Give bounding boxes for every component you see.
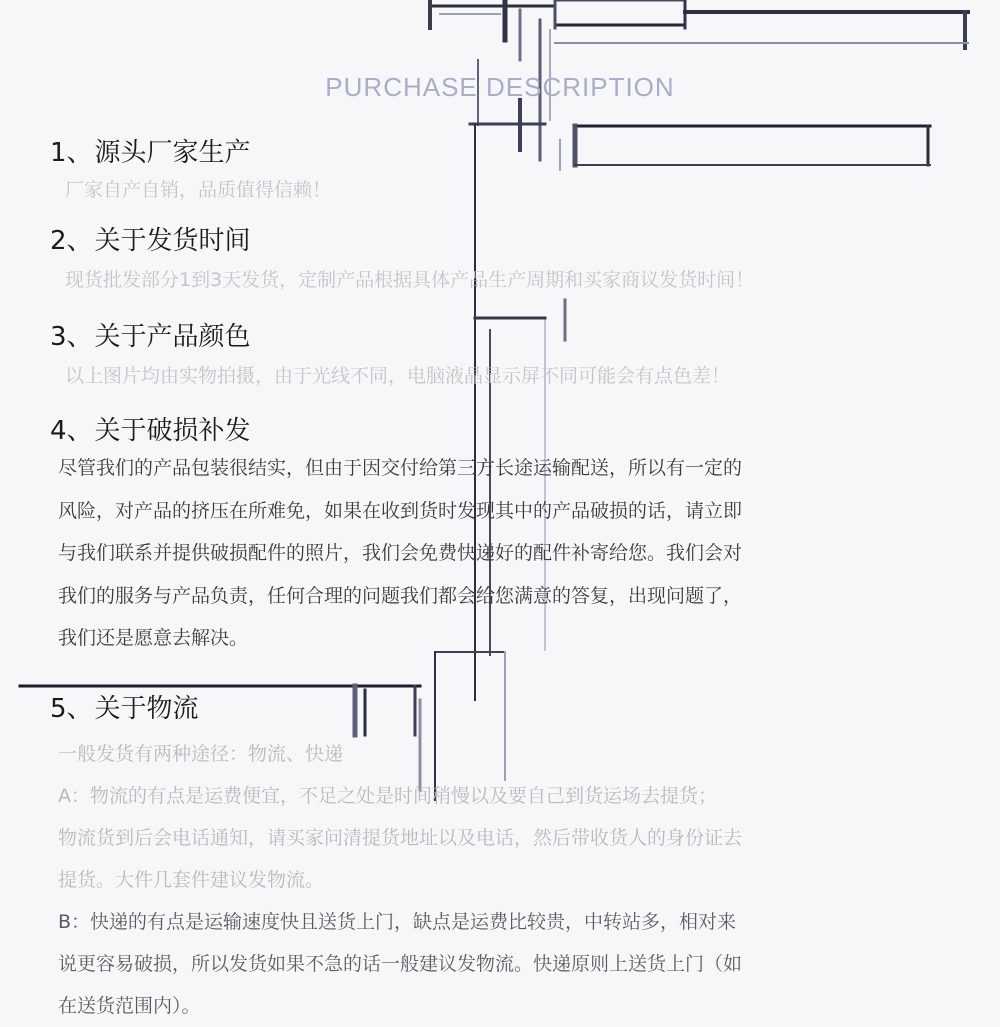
section-4-paragraph xyxy=(58,447,958,660)
section-title: 关于产品颜色 xyxy=(94,322,251,352)
section-number: 2、 xyxy=(50,226,93,256)
section-title: 关于破损补发 xyxy=(94,416,251,446)
paragraph-line: 说更容易破损，所以发货如果不急的话一般建议发物流。快递原则上送货上门（如 xyxy=(58,953,743,975)
paragraph-line: 与我们联系并提供破损配件的照片，我们会免费快递好的配件补寄给您。我们会对 xyxy=(58,542,743,564)
section-title: 源头厂家生产 xyxy=(94,138,251,168)
section-number: 5、 xyxy=(50,694,93,724)
section-2-text: 现货批发部分1到3天发货，定制产品根据具体产品生产周期和买家商议发货时间！ xyxy=(65,269,755,291)
paragraph-line: A：物流的有点是运费便宜，不足之处是时间稍慢以及要自己到货运场去提货； xyxy=(58,785,717,807)
paragraph-line: B：快递的有点是运输速度快且送货上门，缺点是运费比较贵，中转站多，相对来 xyxy=(58,911,737,933)
paragraph-line: 尽管我们的产品包装很结实，但由于因交付给第三方长途运输配送，所以有一定的 xyxy=(58,457,743,479)
section-5-paragraph xyxy=(58,733,958,1027)
section-title: 关于发货时间 xyxy=(94,226,251,256)
section-5-heading xyxy=(50,692,199,726)
paragraph-line: 物流货到后会电话通知，请买家问清提货地址以及电话，然后带收货人的身份证去 xyxy=(58,827,743,849)
page-title: PURCHASE DESCRIPTION xyxy=(325,72,675,102)
paragraph-line: 提货。大件几套件建议发物流。 xyxy=(58,869,325,891)
paragraph-line: 在送货范围内）。 xyxy=(58,995,201,1017)
paragraph-line: 我们还是愿意去解决。 xyxy=(58,627,249,649)
section-4-heading xyxy=(50,414,251,448)
paragraph-line: 风险，对产品的挤压在所难免，如果在收到货时发现其中的产品破损的话，请立即 xyxy=(58,499,743,522)
section-title: 关于物流 xyxy=(94,694,199,724)
section-3-heading xyxy=(50,320,251,354)
paragraph-line: 我们的服务与产品负责，任何合理的问题我们都会给您满意的答复，出现问题了， xyxy=(58,584,743,607)
section-number: 4、 xyxy=(50,416,93,446)
section-2-heading xyxy=(50,224,251,258)
section-number: 1、 xyxy=(50,138,93,168)
section-1-heading xyxy=(50,136,251,170)
section-1-text: 厂家自产自销，品质值得信赖！ xyxy=(65,179,332,201)
section-3-text: 以上图片均由实物拍摄，由于光线不同，电脑液晶显示屏不同可能会有点色差！ xyxy=(65,365,731,387)
section-number: 3、 xyxy=(50,322,93,352)
paragraph-line: 一般发货有两种途径：物流、快递 xyxy=(58,743,344,765)
